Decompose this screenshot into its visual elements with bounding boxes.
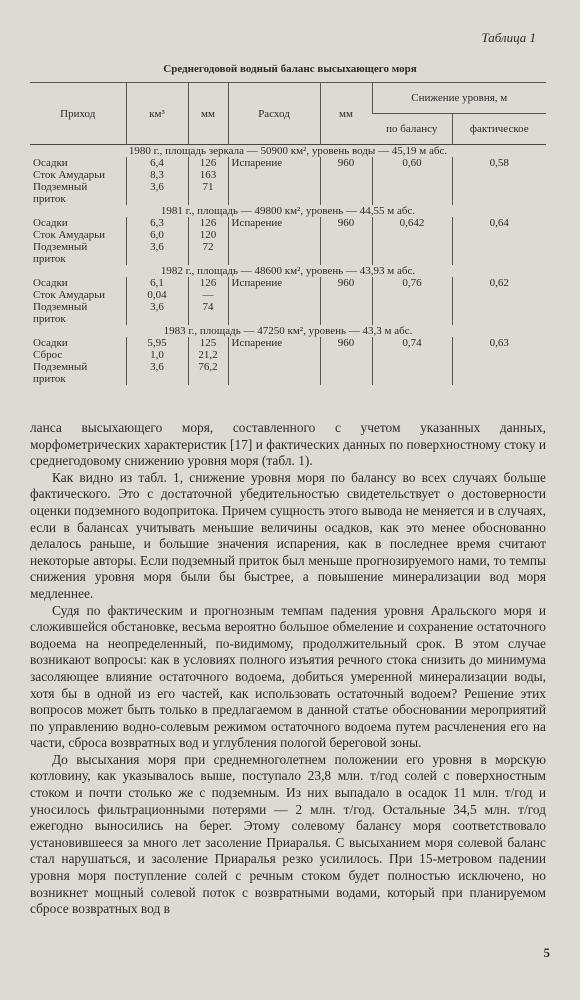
row-mm: 125 (188, 337, 228, 349)
table-row (30, 349, 546, 361)
row-km3: 6,1 (126, 277, 188, 289)
row-by-balance: 0,642 (372, 217, 452, 229)
row-km3: 3,6 (126, 301, 188, 325)
row-actual: 0,62 (452, 277, 546, 289)
row-income-name: Осадки (33, 277, 68, 289)
row-expense-mm (320, 361, 372, 385)
row-expense-name (228, 241, 320, 265)
row-expense-name (228, 349, 320, 361)
row-mm: 71 (188, 181, 228, 205)
year-caption-row (30, 205, 546, 217)
row-expense-name (228, 181, 320, 205)
page-number: 5 (543, 945, 550, 960)
row-km3: 3,6 (126, 241, 188, 265)
row-by-balance (372, 301, 452, 325)
table-row (30, 181, 546, 205)
year-caption-row (30, 265, 546, 277)
table-title: Среднегодовой водный баланс высыхающего моря (163, 63, 417, 75)
row-km3: 8,3 (126, 169, 188, 181)
row-expense-mm: 960 (320, 157, 372, 169)
header-expense-mm: мм (320, 83, 372, 145)
row-by-balance (372, 349, 452, 361)
row-expense-name: Испарение (228, 157, 320, 169)
table-row (30, 217, 546, 229)
header-by-balance: по балансу (372, 114, 452, 145)
row-expense-name: Испарение (228, 277, 320, 289)
row-actual (452, 289, 546, 301)
row-by-balance (372, 361, 452, 385)
row-expense-mm (320, 169, 372, 181)
row-actual (452, 349, 546, 361)
paragraph: ланса высыхающего моря, составленного с учетом указанных данных, морфометрических характеристик [17] и фактических данных по поверхностному стоку и среднегодовому снижению уровня моря (табл. 1). (30, 420, 546, 469)
year-caption: 1983 г., площадь — 47250 км², уровень — 43,3 м абс. (163, 325, 413, 337)
row-km3: 0,04 (126, 289, 188, 301)
row-actual (452, 229, 546, 241)
row-mm: 126 (188, 277, 228, 289)
row-income-name: Осадки (33, 217, 68, 229)
row-actual: 0,64 (452, 217, 546, 229)
table-row (30, 241, 546, 265)
row-mm: 72 (188, 241, 228, 265)
row-km3: 5,95 (126, 337, 188, 349)
row-actual: 0,63 (452, 337, 546, 349)
row-by-balance (372, 241, 452, 265)
row-actual (452, 241, 546, 265)
water-balance-table (30, 82, 546, 385)
row-mm: 120 (188, 229, 228, 241)
paragraph: До высыхания моря при среднемноголетнем положении его уровня в морскую котловину, как указывалось выше, поступало 23,8 млн. т/год солей с поверхностным стоком и почти столько же с подземным. Из них выпадало в осадок 11 млн. т/год и уносилось фильтрационными потерями — 2 млн. т/год. Остальные 34,5 млн. т/год ежегодно выносились на берег. Этому солевому балансу моря соответствовало установившееся за много лет засоление Приаралья. С высыханием моря солевой баланс стал нарушаться, и засоление Приаралья резко усилилось. При 15-метровом падении уровня моря поступление солей с речным стоком будет полностью исключено, но возникнет мощный солевой поток с возвратными водами, который при планируемом сбросе возвратных вод в (30, 751, 546, 917)
row-by-balance (372, 229, 452, 241)
row-km3: 1,0 (126, 349, 188, 361)
year-caption: 1981 г., площадь — 49800 км², уровень — 44,55 м абс. (160, 205, 416, 217)
header-expense: Расход (228, 83, 320, 145)
table-row (30, 157, 546, 169)
row-income-name: Подземный приток (33, 361, 88, 385)
row-expense-name (228, 229, 320, 241)
row-actual (452, 361, 546, 385)
header-km3: км³ (126, 83, 188, 145)
row-income-name: Подземный приток (33, 241, 88, 265)
row-income-name: Подземный приток (33, 301, 88, 325)
year-caption: 1982 г., площадь — 48600 км², уровень — 43,93 м абс. (160, 265, 416, 277)
row-income-name: Сток Амударьи (33, 289, 106, 301)
row-mm: 76,2 (188, 361, 228, 385)
row-expense-name (228, 301, 320, 325)
header-income: Приход (30, 83, 126, 145)
table-row (30, 337, 546, 349)
row-expense-name: Испарение (228, 217, 320, 229)
row-income-name: Сброс (33, 349, 63, 361)
row-income-name: Подземный приток (33, 181, 88, 205)
row-expense-name: Испарение (228, 337, 320, 349)
header-actual: фактическое (452, 114, 546, 145)
row-km3: 6,4 (126, 157, 188, 169)
row-by-balance: 0,74 (372, 337, 452, 349)
row-actual: 0,58 (452, 157, 546, 169)
row-expense-mm (320, 289, 372, 301)
row-km3: 6,0 (126, 229, 188, 241)
table-row (30, 169, 546, 181)
header-level-drop: Снижение уровня, м (372, 83, 546, 114)
row-income-name: Сток Амударьи (33, 169, 106, 181)
row-expense-mm (320, 241, 372, 265)
row-mm: 126 (188, 157, 228, 169)
row-expense-mm (320, 349, 372, 361)
table-body (30, 145, 546, 386)
row-by-balance (372, 169, 452, 181)
row-by-balance (372, 289, 452, 301)
year-caption: 1980 г., площадь зеркала — 50900 км², уровень воды — 45,19 м абс. (128, 145, 448, 157)
row-expense-mm (320, 181, 372, 205)
row-expense-name (228, 169, 320, 181)
row-mm: — (188, 289, 228, 301)
row-expense-name (228, 289, 320, 301)
row-expense-mm: 960 (320, 337, 372, 349)
row-expense-mm (320, 229, 372, 241)
table-row (30, 301, 546, 325)
row-by-balance: 0,60 (372, 157, 452, 169)
row-by-balance (372, 181, 452, 205)
table-row (30, 229, 546, 241)
paragraph: Как видно из табл. 1, снижение уровня моря по балансу во всех случаях больше фактического. Это с достаточной убедительностью свидетельствует о достоверности оценки подземного водопритока. Причем сущность этого вывода не меняется и в случаях, если в балансах учитывать меньшие величины осадков, как это менее обоснованно делалось раньше, и большие значения испарения, как в последнее время считают некоторые авторы. Если подземный приток был меньше прогнозируемого нами, то темпы снижения уровня моря были бы быстрее, а повышение минерализации вод моря медленнее. (30, 469, 546, 601)
row-actual (452, 301, 546, 325)
row-km3: 6,3 (126, 217, 188, 229)
row-km3: 3,6 (126, 361, 188, 385)
body-text (30, 420, 546, 918)
row-mm: 21,2 (188, 349, 228, 361)
row-mm: 126 (188, 217, 228, 229)
year-caption-row (30, 145, 546, 158)
row-income-name: Осадки (33, 157, 68, 169)
table-label: Таблица 1 (481, 30, 536, 45)
row-expense-mm: 960 (320, 217, 372, 229)
row-mm: 163 (188, 169, 228, 181)
table-row (30, 361, 546, 385)
row-income-name: Осадки (33, 337, 68, 349)
row-actual (452, 169, 546, 181)
row-income-name: Сток Амударьи (33, 229, 106, 241)
table-row (30, 289, 546, 301)
row-km3: 3,6 (126, 181, 188, 205)
paragraph: Судя по фактическим и прогнозным темпам падения уровня Аральского моря и сложившейся обстановке, весьма вероятно большое обмеление и сохранение остаточного водоема на неопределенный, по-видимому, продолжительный срок. В этом случае возникают вопросы: как в условиях полного изъятия речного стока снизить до минимума засоляющее влияние остаточного водоема, добиться умеренной минерализации воды, хотя бы в одной из его частей, как использовать остаточный водоем? Решение этих вопросов может быть только в предлагаемом в данной статье обосновании мероприятий по управлению водно-солевым режимом остаточного водоема путем расчленения его на части, сброса возвратных вод и углубления пологой береговой зоны. (30, 602, 546, 751)
row-mm: 74 (188, 301, 228, 325)
row-expense-name (228, 361, 320, 385)
table-row (30, 277, 546, 289)
header-mm: мм (188, 83, 228, 145)
row-actual (452, 181, 546, 205)
row-expense-mm (320, 301, 372, 325)
year-caption-row (30, 325, 546, 337)
row-expense-mm: 960 (320, 277, 372, 289)
row-by-balance: 0,76 (372, 277, 452, 289)
